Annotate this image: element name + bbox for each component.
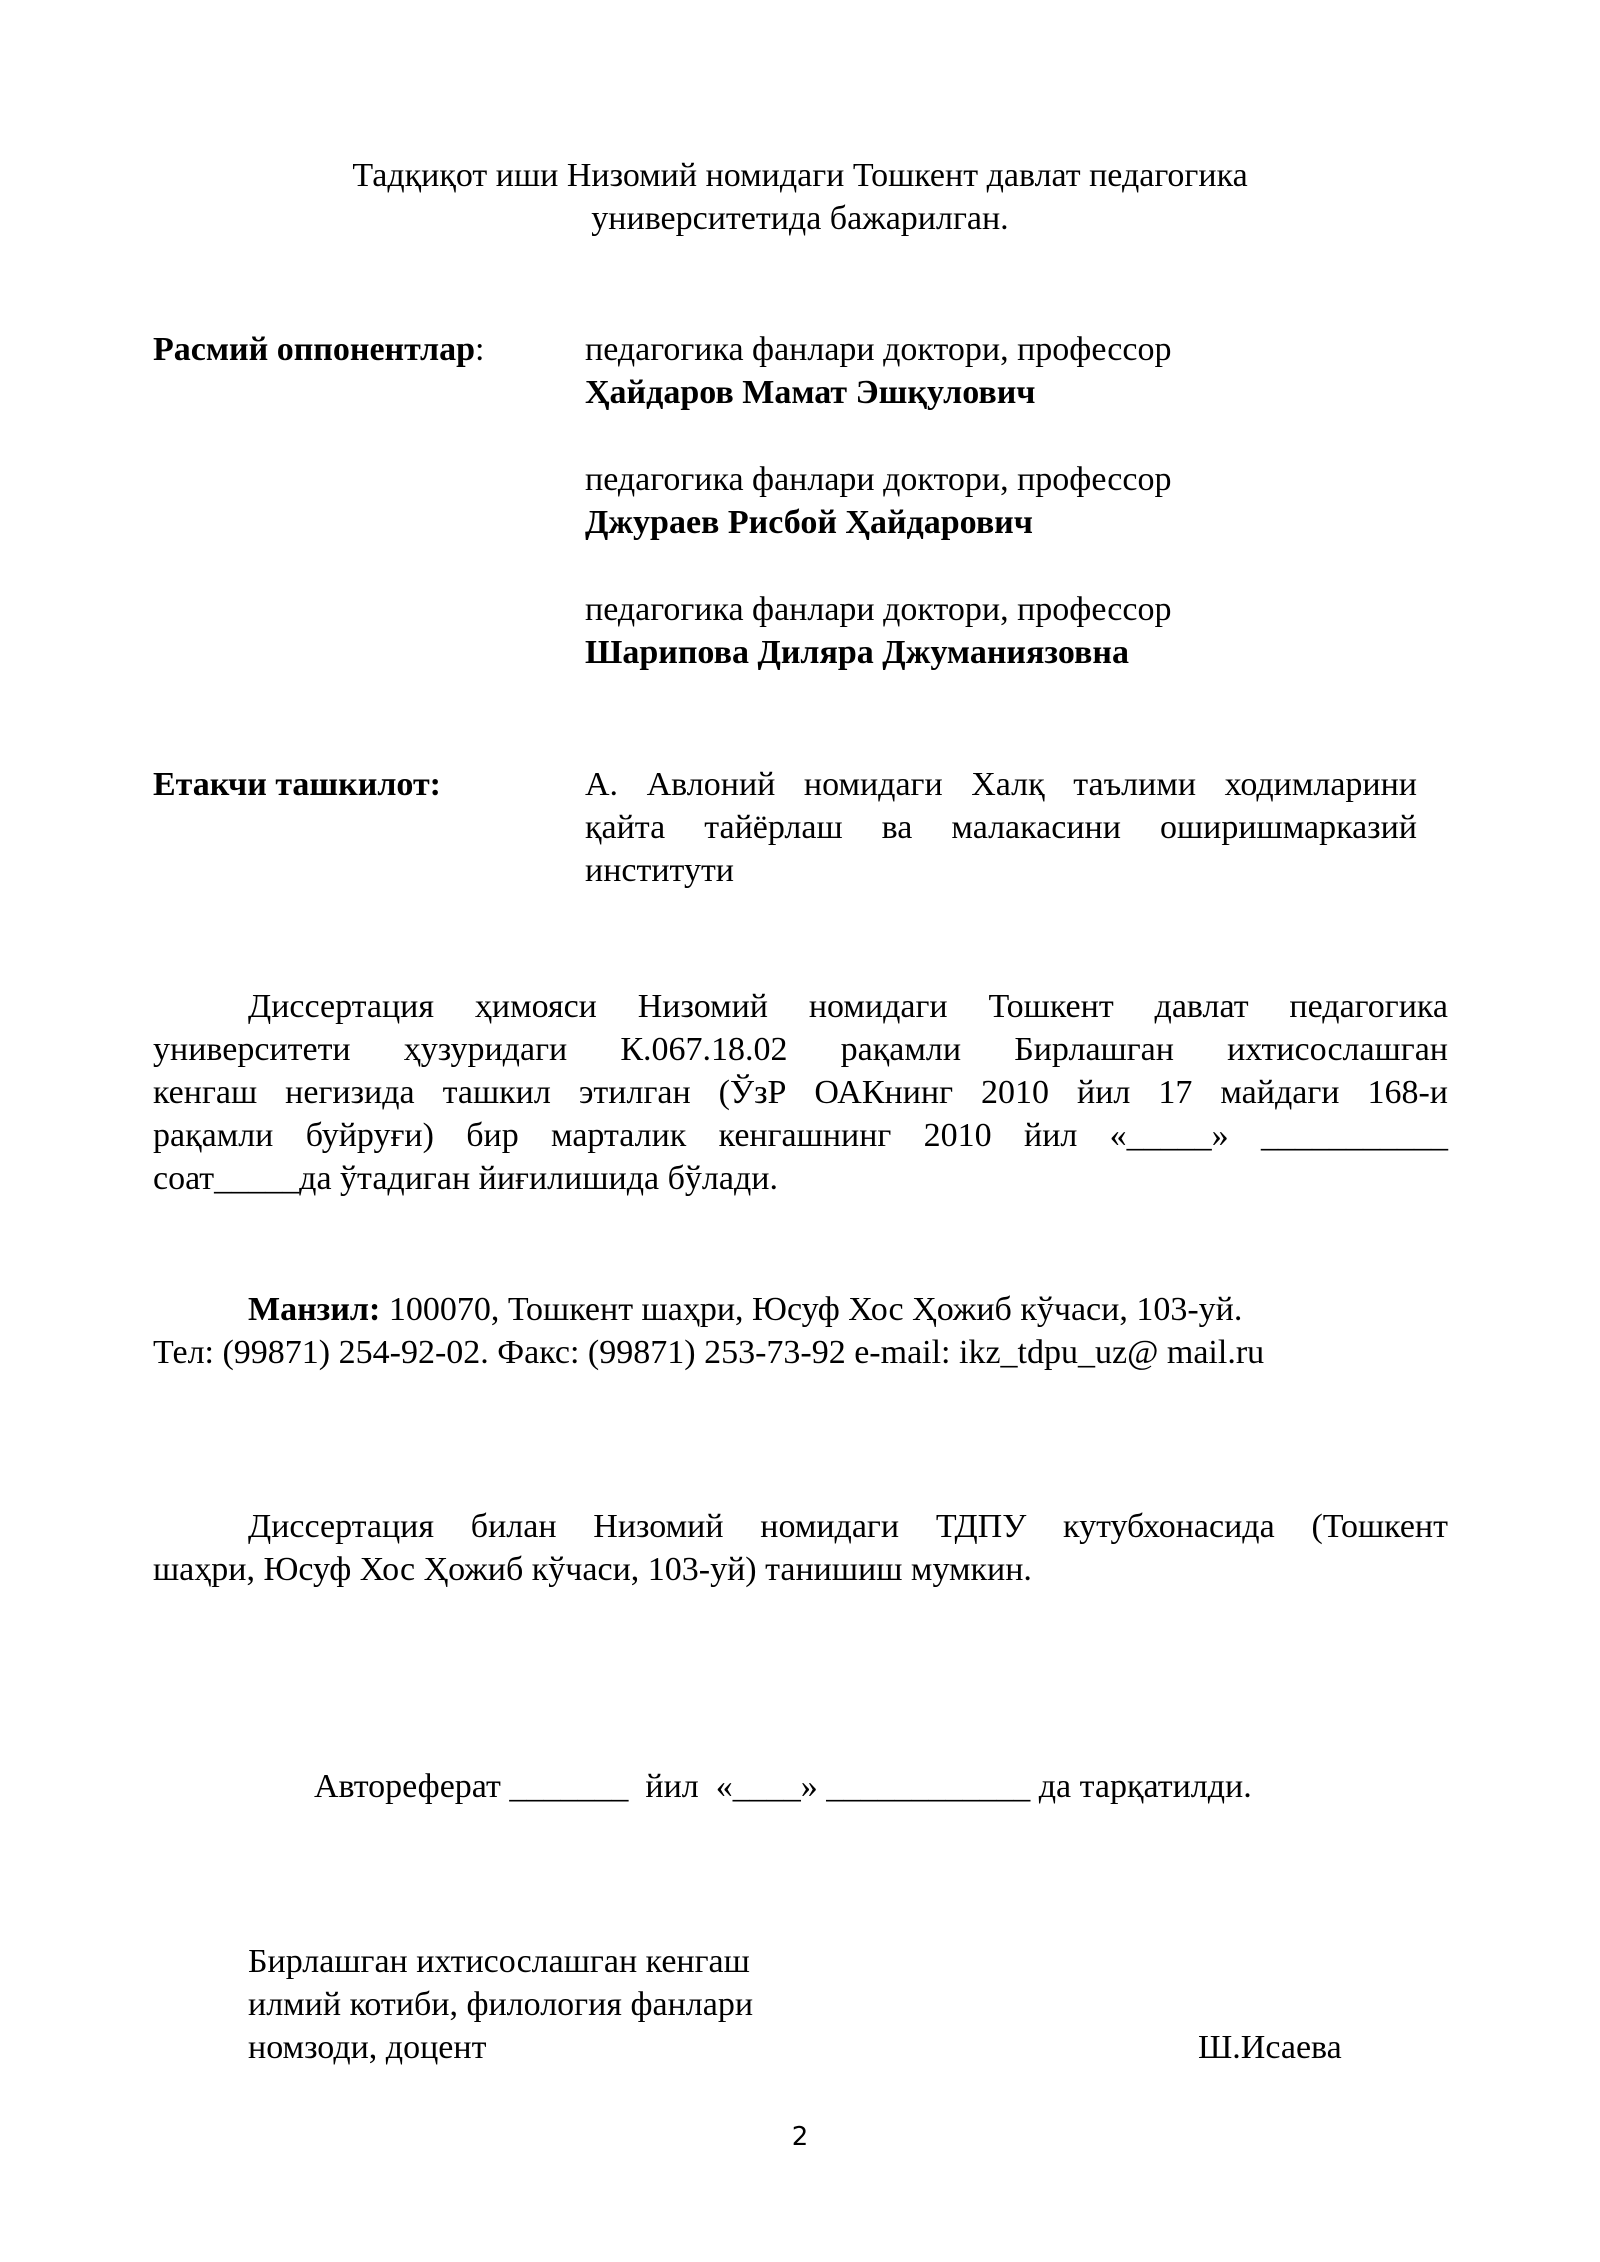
opponent-1-name: Ҳайдаров Мамат Эшқулович — [585, 374, 1036, 411]
signature-line-1: Бирлашган ихтисослашган кенгаш — [248, 1943, 750, 1980]
library-paragraph — [153, 1505, 1448, 1591]
page-number: 2 — [791, 2122, 809, 2152]
defense-line-1: Диссертация ҳимояси Низомий номидаги Тошкент давлат педагогика — [248, 988, 1448, 1025]
abstract-distribution-text: Автореферат _______ йил «____» ____________ да тарқатилди. — [314, 1768, 1252, 1805]
opponent-1 — [585, 328, 1171, 414]
signature-line-2: илмий котиби, филология фанлари — [248, 1986, 754, 2023]
opponents-label-text: Расмий оппонентлар — [153, 331, 475, 368]
library-line-1: Диссертация билан Низомий номидаги ТДПУ кутубхонасида (Тошкент — [248, 1508, 1448, 1545]
defense-paragraph — [153, 985, 1448, 1200]
defense-line-2: университети ҳузуридаги К.067.18.02 рақамли Бирлашган ихтисослашган — [153, 1031, 1448, 1068]
leading-org-line-2: қайта тайёрлаш ва малакасини оширишмарказий — [585, 809, 1417, 846]
opponent-1-title: педагогика фанлари доктори, профессор — [585, 331, 1172, 368]
opponent-3 — [585, 588, 1171, 674]
leading-org-line-1: А. Авлоний номидаги Халқ таълими ходимларини — [585, 766, 1417, 803]
leading-org-text — [585, 763, 1417, 892]
opponent-2-title: педагогика фанлари доктори, профессор — [585, 461, 1172, 498]
leading-org-label — [153, 763, 441, 806]
opponent-3-name: Шарипова Диляра Джуманиязовна — [585, 634, 1129, 671]
address-line-1 — [153, 1288, 1448, 1331]
opponent-2 — [585, 458, 1171, 544]
address-line-2: Тел: (99871) 254-92-02. Факс: (99871) 253-73-92 e-mail: ikz_tdpu_uz@ mail.ru — [153, 1334, 1265, 1371]
signature-block — [248, 1940, 753, 2069]
signature-line-3: номзоди, доцент — [248, 2029, 487, 2066]
opponents-label-colon: : — [475, 331, 485, 368]
intro-line-2: университетида бажарилган. — [591, 200, 1009, 237]
leading-org-label-text: Етакчи ташкилот: — [153, 766, 441, 803]
abstract-distribution-line — [280, 1722, 1252, 1851]
address-paragraph — [153, 1288, 1448, 1374]
address-text: 100070, Тошкент шаҳри, Юсуф Хос Ҳожиб кўчаси, 103-уй. — [380, 1291, 1243, 1328]
address-label: Манзил: — [248, 1291, 381, 1328]
defense-line-5: соат_____да ўтадиган йиғилишида бўлади. — [153, 1160, 778, 1197]
opponent-3-title: педагогика фанлари доктори, профессор — [585, 591, 1172, 628]
intro-paragraph — [200, 154, 1400, 240]
opponent-2-name: Джураев Рисбой Ҳайдарович — [585, 504, 1033, 541]
opponents-label — [153, 328, 484, 371]
intro-line-1: Тадқиқот иши Низомий номидаги Тошкент давлат педагогика — [352, 157, 1248, 194]
leading-org-line-3: институти — [585, 852, 734, 889]
defense-line-3: кенгаш негизида ташкил этилган (ЎзР ОАКнинг 2010 йил 17 майдаги 168-и — [153, 1074, 1448, 1111]
signature-name — [1198, 2026, 1342, 2069]
signature-name-text: Ш.Исаева — [1198, 2029, 1342, 2066]
library-line-2: шаҳри, Юсуф Хос Ҳожиб кўчаси, 103-уй) танишиш мумкин. — [153, 1551, 1032, 1588]
defense-line-4: рақамли буйруғи) бир марталик кенгашнинг 2010 йил «_____» ___________ — [153, 1117, 1448, 1154]
